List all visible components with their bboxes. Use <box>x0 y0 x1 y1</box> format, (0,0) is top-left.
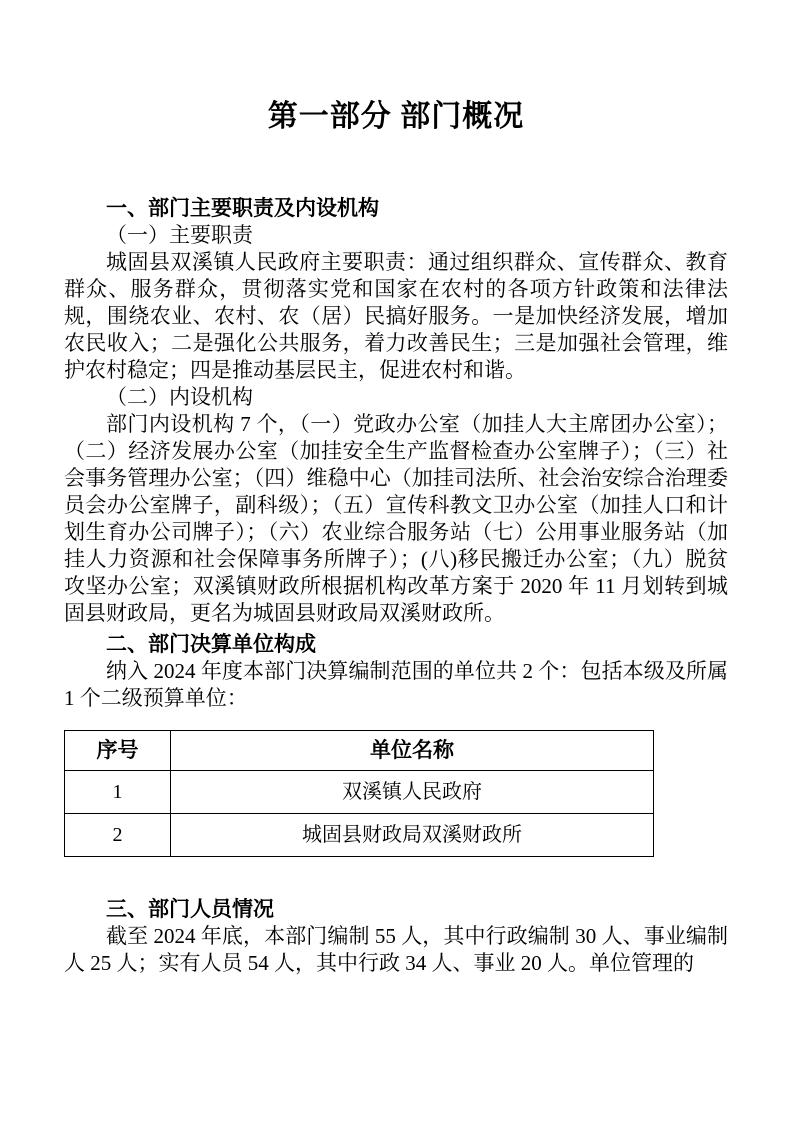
section-3-heading: 三、部门人员情况 <box>106 898 274 921</box>
table-row <box>65 771 654 814</box>
body-text-block <box>64 195 728 977</box>
unit-name: 城固县财政局双溪财政所 <box>171 814 654 857</box>
subsection-1-2-heading: （二）内设机构 <box>106 385 253 409</box>
page-content <box>0 100 792 977</box>
units-table-header-seq: 序号 <box>65 731 171 771</box>
units-table-header-row <box>65 731 654 771</box>
table-row <box>65 814 654 857</box>
paragraph-staffing: 截至 2024 年底，本部门编制 55 人，其中行政编制 30 人、事业编制人 25 人；实有人员 54 人，其中行政 34 人、事业 20 人。单位管理的 <box>64 924 728 975</box>
section-1-heading: 一、部门主要职责及内设机构 <box>106 197 379 220</box>
paragraph-unit-scope: 纳入 2024 年度本部门决算编制范围的单位共 2 个：包括本级及所属 1 个二级预算单位： <box>64 659 728 710</box>
paragraph-internal-organs: 部门内设机构 7 个，（一）党政办公室（加挂人大主席团办公室）；（二）经济发展办公室（加挂安全生产监督检查办公室牌子）；（三）社会事务管理办公室；（四）维稳中心（加挂司法所、社会治安综合治理委员会办公室牌子，副科级）；（五）宣传科教文卫办公室（加挂人口和计划生育办公司牌子）；（六）农业综合服务站（七）公用事业服务站（加挂人力资源和社会保障事务所牌子）；(八)移民搬迁办公室；（九）脱贫攻坚办公室；双溪镇财政所根据机构改革方案于 2020 年 11 月划转到城固县财政局，更名为城固县财政局双溪财政所。 <box>64 412 728 625</box>
paragraph-main-duties: 城固县双溪镇人民政府主要职责：通过组织群众、宣传群众、教育群众、服务群众，贯彻落实党和国家在农村的各项方针政策和法律法规，围绕农业、农村、农（居）民搞好服务。一是加快经济发展，增加农民收入；二是强化公共服务，着力改善民生；三是加强社会管理，维护农村稳定；四是推动基层民主，促进农村和谐。 <box>64 250 728 382</box>
units-table <box>64 730 654 857</box>
unit-seq: 1 <box>65 771 171 814</box>
units-table-header-name: 单位名称 <box>171 731 654 771</box>
subsection-1-1-heading: （一）主要职责 <box>106 223 253 247</box>
page-title: 第一部分 部门概况 <box>267 100 525 133</box>
unit-seq: 2 <box>65 814 171 857</box>
section-2-heading: 二、部门决算单位构成 <box>106 633 316 656</box>
unit-name: 双溪镇人民政府 <box>171 771 654 814</box>
